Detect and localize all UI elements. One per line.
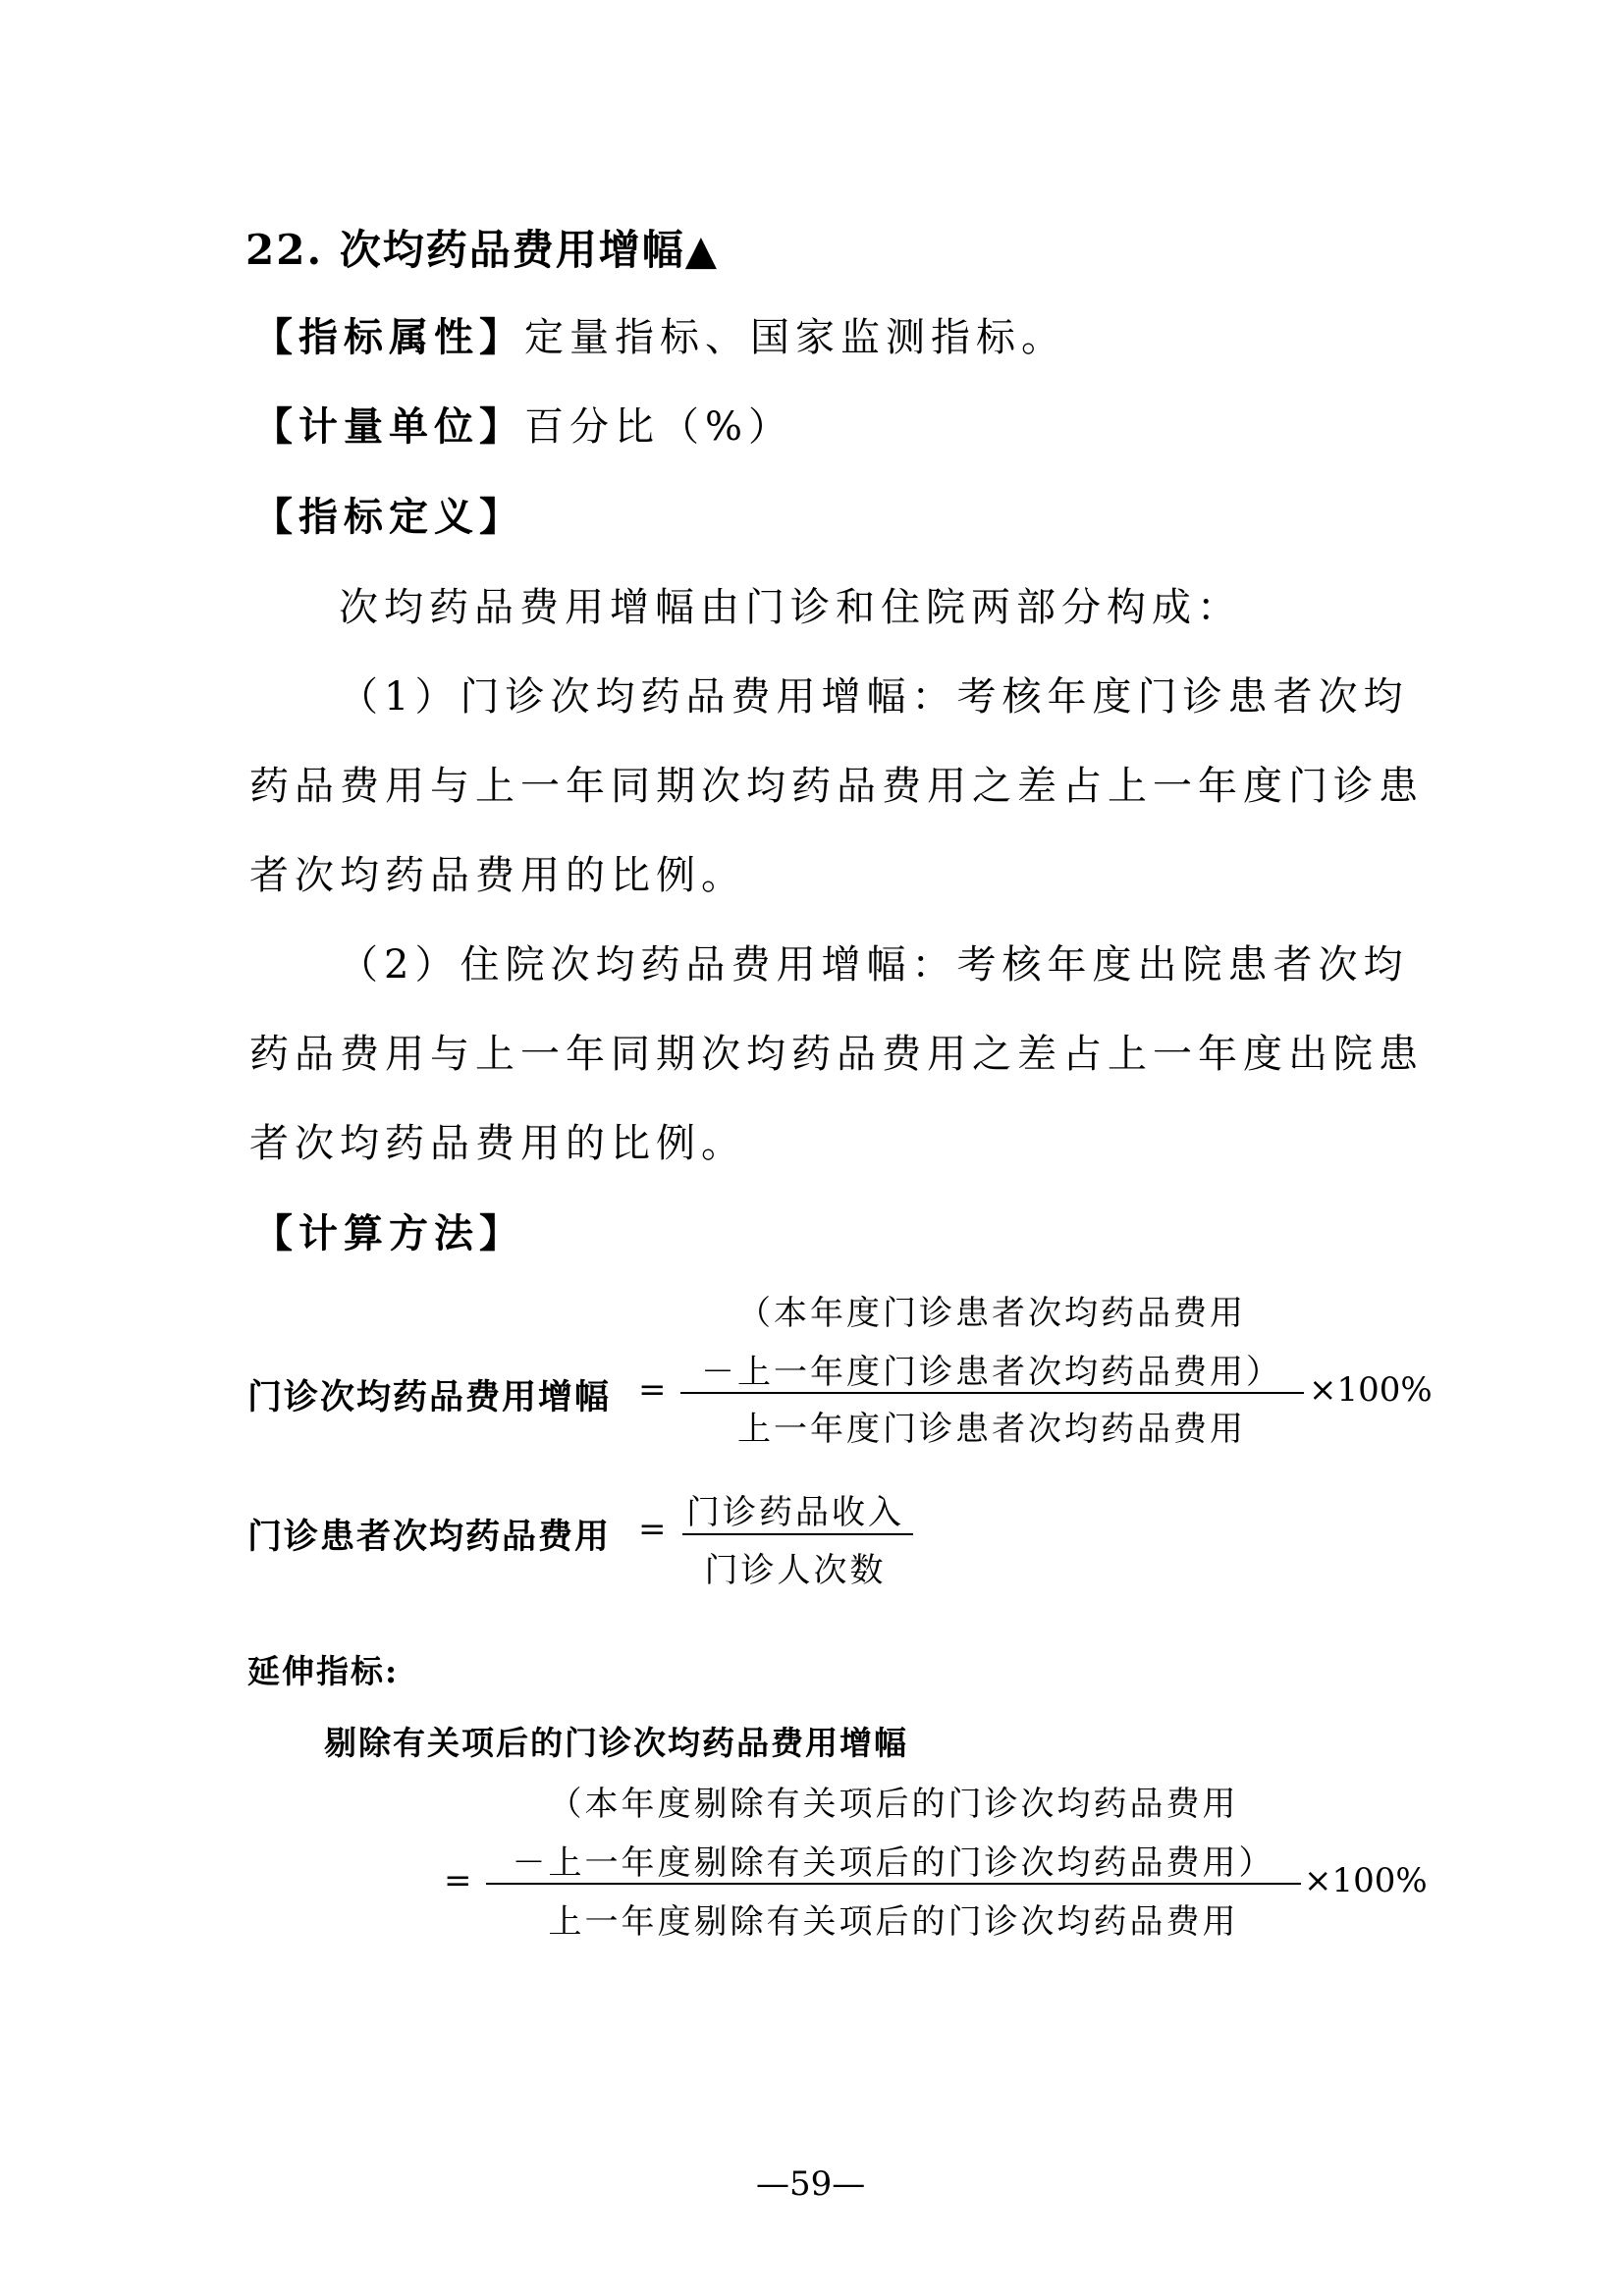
formula1-numerator-line2: －上一年度门诊患者次均药品费用） bbox=[701, 1353, 1282, 1392]
formula2-numerator: 门诊药品收入 bbox=[686, 1493, 904, 1532]
extension-numerator-line2: －上一年度剔除有关项后的门诊次均药品费用） bbox=[512, 1843, 1275, 1883]
unit-value: 百分比（%） bbox=[524, 404, 794, 450]
formula1-equals: = bbox=[638, 1370, 667, 1410]
formula1-lhs: 门诊次均药品费用增幅 bbox=[247, 1377, 612, 1417]
formula2-equals: = bbox=[638, 1510, 667, 1549]
attributes-line bbox=[253, 306, 1066, 362]
section-title: 22. 次均药品费用增幅▲ bbox=[245, 226, 719, 274]
definition-item2-line2: 药品费用与上一年同期次均药品费用之差占上一年度出院患 bbox=[249, 1032, 1424, 1077]
extension-numerator-line1: （本年度剔除有关项后的门诊次均药品费用 bbox=[548, 1785, 1239, 1824]
definition-intro: 次均药品费用增幅由门诊和住院两部分构成： bbox=[339, 585, 1242, 630]
formula2-denominator: 门诊人次数 bbox=[704, 1551, 887, 1590]
extension-label: 延伸指标: bbox=[247, 1652, 400, 1690]
unit-label: 【计量单位】 bbox=[253, 403, 524, 450]
definition-item2-line3: 者次均药品费用的比例。 bbox=[249, 1121, 746, 1166]
definition-item1-line1: （1）门诊次均药品费用增幅：考核年度门诊患者次均 bbox=[339, 674, 1409, 720]
formula1-denominator: 上一年度门诊患者次均药品费用 bbox=[737, 1410, 1246, 1449]
extension-multiplier: ×100% bbox=[1304, 1861, 1428, 1900]
extension-equals: = bbox=[444, 1861, 472, 1900]
formula1-fraction-bar bbox=[680, 1392, 1304, 1394]
definition-item2-line1: （2）住院次均药品费用增幅：考核年度出院患者次均 bbox=[339, 942, 1409, 988]
definition-label: 【指标定义】 bbox=[253, 494, 524, 540]
attributes-value: 定量指标、国家监测指标。 bbox=[524, 315, 1066, 360]
attributes-label: 【指标属性】 bbox=[253, 314, 524, 360]
unit-line bbox=[253, 396, 793, 452]
extension-denominator: 上一年度剔除有关项后的门诊次均药品费用 bbox=[548, 1902, 1239, 1942]
formula1-multiplier: ×100% bbox=[1309, 1370, 1433, 1410]
method-label: 【计算方法】 bbox=[253, 1210, 524, 1256]
formula2-lhs: 门诊患者次均药品费用 bbox=[247, 1517, 612, 1557]
page-number: —59— bbox=[756, 2164, 866, 2204]
formula1-numerator-line1: （本年度门诊患者次均药品费用 bbox=[737, 1294, 1246, 1333]
definition-item1-line2: 药品费用与上一年同期次均药品费用之差占上一年度门诊患 bbox=[249, 764, 1424, 809]
definition-item1-line3: 者次均药品费用的比例。 bbox=[249, 853, 746, 898]
extension-name: 剔除有关项后的门诊次均药品费用增幅 bbox=[324, 1724, 908, 1762]
extension-fraction-bar bbox=[486, 1883, 1301, 1885]
formula2-fraction-bar bbox=[682, 1533, 913, 1535]
